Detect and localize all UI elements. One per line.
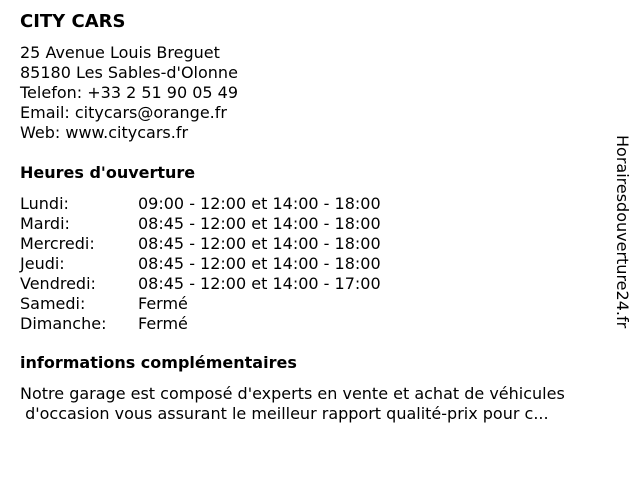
hours-row-thursday	[20, 254, 460, 274]
hours-row-monday	[20, 194, 460, 214]
hours-row-wednesday	[20, 234, 460, 254]
hours-time: 08:45 - 12:00 et 14:00 - 18:00	[138, 234, 381, 253]
email-text: Email: citycars@orange.fr	[20, 103, 227, 122]
hours-day: Mercredi:	[20, 234, 95, 253]
hours-day: Jeudi:	[20, 254, 65, 273]
hours-time: 08:45 - 12:00 et 14:00 - 18:00	[138, 254, 381, 273]
hours-row-friday	[20, 274, 460, 294]
info-title: informations complémentaires	[20, 353, 297, 372]
hours-table	[20, 194, 460, 334]
business-name: CITY CARS	[20, 11, 126, 32]
hours-day: Samedi:	[20, 294, 86, 313]
phone-text: Telefon: +33 2 51 90 05 49	[20, 83, 239, 102]
description-line-2: d'occasion vous assurant le meilleur rapport qualité-prix pour c...	[20, 404, 549, 423]
hours-day: Lundi:	[20, 194, 69, 213]
address-line-1: 25 Avenue Louis Breguet	[20, 43, 220, 62]
hours-row-saturday	[20, 294, 460, 314]
hours-time: 09:00 - 12:00 et 14:00 - 18:00	[138, 194, 381, 213]
hours-title: Heures d'ouverture	[20, 163, 196, 182]
hours-day: Dimanche:	[20, 314, 107, 333]
description-line-1: Notre garage est composé d'experts en vente et achat de véhicules	[20, 384, 565, 403]
hours-time: Fermé	[138, 314, 188, 333]
watermark-text: Horairesdouverture24.fr	[613, 135, 632, 329]
address-line-2: 85180 Les Sables-d'Olonne	[20, 63, 238, 82]
hours-day: Vendredi:	[20, 274, 96, 293]
hours-time: Fermé	[138, 294, 188, 313]
hours-row-tuesday	[20, 214, 460, 234]
hours-time: 08:45 - 12:00 et 14:00 - 17:00	[138, 274, 381, 293]
contact-block	[20, 43, 238, 143]
web-text: Web: www.citycars.fr	[20, 123, 189, 142]
hours-time: 08:45 - 12:00 et 14:00 - 18:00	[138, 214, 381, 233]
description	[20, 384, 615, 424]
hours-day: Mardi:	[20, 214, 70, 233]
hours-row-sunday	[20, 314, 460, 334]
